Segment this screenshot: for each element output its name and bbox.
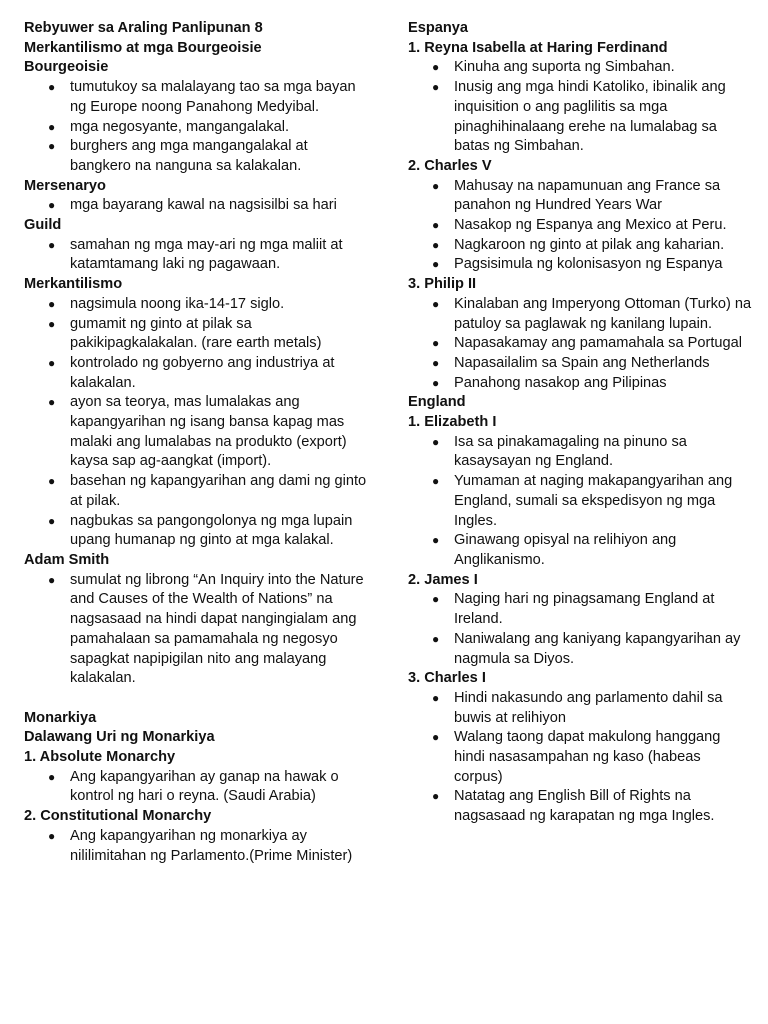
bullet-dot-icon: ● (432, 178, 440, 193)
list-item-text: Pagsisimula ng kolonisasyon ng Espanya (454, 256, 723, 273)
list-item (408, 78, 753, 157)
list-item (24, 512, 369, 551)
list-item-text: Isa sa pinakamagaling na pinuno sa kasaysayan ng England. (454, 433, 687, 470)
heading-dalawang-uri-ng-monarkiya: Dalawang Uri ng Monarkiya (24, 729, 215, 746)
heading-adam-smith: Adam Smith (24, 551, 110, 568)
bullet-dot-icon: ● (48, 769, 56, 784)
bullet-dot-icon: ● (432, 336, 440, 351)
heading-1-absolute-monarchy: 1. Absolute Monarchy (24, 749, 176, 765)
list-item (24, 571, 369, 689)
bullet-dot-icon: ● (48, 198, 56, 213)
list-item-text: samahan ng mga may-ari ng mga maliit at katamtamang laki ng pagawaan. (70, 236, 343, 273)
list-item (408, 787, 753, 826)
list-item-text: Walang taong dapat makulong hanggang hindi nasasampahan ng kaso (habeas corpus) (454, 729, 721, 785)
bullet-list (24, 571, 369, 689)
bullet-dot-icon: ● (432, 789, 440, 804)
heading-1-elizabeth-i: 1. Elizabeth I (408, 414, 497, 431)
list-item (24, 118, 369, 138)
list-item-text: Hindi nakasundo ang parlamento dahil sa buwis at relihiyon (454, 689, 723, 726)
right-column (408, 19, 753, 827)
bullet-list (408, 177, 753, 276)
bullet-dot-icon: ● (48, 828, 56, 843)
bullet-dot-icon: ● (432, 434, 440, 449)
list-item (24, 472, 369, 511)
heading-2-constitutional-monarchy: 2. Constitutional Monarchy (24, 808, 212, 825)
list-item-text: sumulat ng librong “An Inquiry into the Nature and Causes of the Wealth of Nations” na nagsasaad na hindi dapat nangingialam ang pamahalaan sa pamamahala ng negosyo sapagkat napipigilan nito ang malayang kalakalan. (70, 571, 364, 687)
list-item (24, 827, 369, 866)
list-item-text: ayon sa teorya, mas lumalakas ang kapangyarihan ng isang bansa kapag mas malaki ang lumalabas na produkto (export) kaysa sap ag-aangkat (import). (70, 394, 347, 470)
list-item-text: Natatag ang English Bill of Rights na nagsasaad ng karapatan ng mga Ingles. (454, 788, 715, 825)
bullet-dot-icon: ● (432, 690, 440, 705)
list-item (408, 354, 753, 374)
list-item (24, 236, 369, 275)
list-item-text: Ang kapangyarihan ay ganap na hawak o kontrol ng hari o reyna. (Saudi Arabia) (70, 768, 339, 805)
list-item-text: Ginawang opisyal na relihiyon ang Anglikanismo. (454, 532, 677, 568)
left-column (24, 19, 369, 866)
bullet-dot-icon: ● (432, 237, 440, 252)
list-item (24, 196, 369, 216)
list-item (408, 334, 753, 354)
list-item-text: mga negosyante, mangangalakal. (70, 118, 290, 135)
bullet-dot-icon: ● (432, 257, 440, 272)
heading-merkantilismo-at-mga-bourgeoisie: Merkantilismo at mga Bourgeoisie (24, 39, 262, 56)
bullet-dot-icon: ● (432, 474, 440, 489)
bullet-dot-icon: ● (48, 355, 56, 370)
bullet-dot-icon: ● (432, 730, 440, 745)
bullet-list (24, 768, 369, 807)
heading-3-charles-i: 3. Charles I (408, 670, 486, 687)
bullet-list (408, 590, 753, 669)
list-item-text: Panahong nasakop ang Pilipinas (454, 374, 667, 391)
list-item-text: Yumaman at naging makapangyarihan ang England, sumali sa ekspedisyon ng mga Ingles. (454, 473, 733, 529)
bullet-list (24, 236, 369, 275)
heading-3-philip-ii: 3. Philip II (408, 276, 477, 293)
list-item (408, 630, 753, 669)
bullet-list (24, 827, 369, 866)
list-item (408, 295, 753, 334)
bullet-dot-icon: ● (48, 316, 56, 331)
list-item (24, 768, 369, 807)
heading-1-reyna-isabella-at-haring-ferdinand: 1. Reyna Isabella at Haring Ferdinand (408, 39, 668, 56)
bullet-dot-icon: ● (432, 60, 440, 75)
list-item (24, 393, 369, 472)
list-item (408, 531, 753, 570)
list-item (408, 216, 753, 236)
list-item-text: basehan ng kapangyarihan ang dami ng ginto at pilak. (70, 473, 367, 509)
bullet-list (24, 295, 369, 551)
list-item-text: tumutukoy sa malalayang tao sa mga bayan ng Europe noong Panahong Medyibal. (70, 79, 356, 115)
bullet-list (408, 58, 753, 157)
bullet-dot-icon: ● (432, 355, 440, 370)
bullet-dot-icon: ● (48, 237, 56, 252)
bullet-list (408, 295, 753, 394)
list-item (408, 472, 753, 531)
heading-mersenaryo: Mersenaryo (24, 177, 106, 194)
list-item (408, 255, 753, 275)
list-item-text: nagsimula noong ika-14-17 siglo. (70, 295, 285, 312)
list-item (24, 354, 369, 393)
bullet-list (408, 433, 753, 571)
heading-bourgeoisie: Bourgeoisie (24, 59, 109, 76)
bullet-dot-icon: ● (432, 592, 440, 607)
list-item-text: Kinalaban ang Imperyong Ottoman (Turko) na patuloy sa paglawak ng kanilang lupain. (454, 295, 752, 332)
bullet-dot-icon: ● (432, 533, 440, 548)
bullet-dot-icon: ● (432, 631, 440, 646)
list-item (24, 137, 369, 176)
bullet-dot-icon: ● (48, 474, 56, 489)
heading-rebyuwer-sa-araling-panlipunan-8: Rebyuwer sa Araling Panlipunan 8 (24, 20, 263, 36)
heading-guild: Guild (24, 217, 62, 234)
list-item-text: Naniwalang ang kaniyang kapangyarihan ay nagmula sa Diyos. (454, 630, 741, 667)
list-item (408, 58, 753, 78)
list-item-text: Nagkaroon ng ginto at pilak ang kaharian. (454, 236, 725, 253)
list-item (24, 315, 369, 354)
list-item (408, 433, 753, 472)
heading-espanya: Espanya (408, 20, 469, 36)
bullet-dot-icon: ● (48, 139, 56, 154)
bullet-dot-icon: ● (432, 80, 440, 95)
bullet-dot-icon: ● (432, 296, 440, 311)
list-item-text: gumamit ng ginto at pilak sa pakikipagkalakalan. (rare earth metals) (70, 315, 322, 352)
list-item-text: Naging hari ng pinagsamang England at Ireland. (454, 591, 715, 628)
list-item (408, 728, 753, 787)
list-item-text: kontrolado ng gobyerno ang industriya at kalakalan. (70, 354, 335, 391)
bullet-dot-icon: ● (48, 296, 56, 311)
list-item-text: nagbukas sa pangongolonya ng mga lupain upang humanap ng ginto at mga kalakal. (70, 512, 353, 549)
list-item (24, 295, 369, 315)
list-item-text: Inusig ang mga hindi Katoliko, ibinalik ang inquisition o ang paglilitis sa mga pinaghihinalaang erehe na lumalabag sa batas ng Simbahan. (454, 79, 726, 155)
list-item-text: Ang kapangyarihan ng monarkiya ay nililimitahan ng Parlamento.(Prime Minister) (70, 827, 353, 864)
list-item (24, 78, 369, 117)
bullet-list (24, 78, 369, 177)
bullet-list (24, 196, 369, 216)
list-item-text: Napasailalim sa Spain ang Netherlands (454, 354, 710, 371)
list-item (408, 374, 753, 394)
bullet-list (408, 689, 753, 827)
list-item (408, 236, 753, 256)
list-item-text: Napasakamay ang pamamahala sa Portugal (454, 335, 742, 352)
list-item (408, 689, 753, 728)
list-item (408, 177, 753, 216)
bullet-dot-icon: ● (48, 80, 56, 95)
heading-2-charles-v: 2. Charles V (408, 157, 492, 174)
heading-monarkiya: Monarkiya (24, 709, 97, 726)
heading-2-james-i: 2. James I (408, 571, 478, 588)
list-item-text: Kinuha ang suporta ng Simbahan. (454, 59, 675, 76)
heading-england: England (408, 394, 466, 411)
bullet-dot-icon: ● (48, 513, 56, 528)
section-spacer (24, 689, 369, 709)
bullet-dot-icon: ● (432, 218, 440, 233)
bullet-dot-icon: ● (432, 375, 440, 390)
list-item-text: Mahusay na napamunuan ang France sa panahon ng Hundred Years War (454, 177, 721, 214)
list-item-text: mga bayarang kawal na nagsisilbi sa hari (70, 197, 337, 214)
bullet-dot-icon: ● (48, 395, 56, 410)
list-item-text: burghers ang mga mangangalakal at bangkero na nanguna sa kalakalan. (70, 138, 308, 174)
list-item (408, 590, 753, 629)
heading-merkantilismo: Merkantilismo (24, 276, 123, 293)
bullet-dot-icon: ● (48, 572, 56, 587)
bullet-dot-icon: ● (48, 119, 56, 134)
list-item-text: Nasakop ng Espanya ang Mexico at Peru. (454, 217, 727, 234)
